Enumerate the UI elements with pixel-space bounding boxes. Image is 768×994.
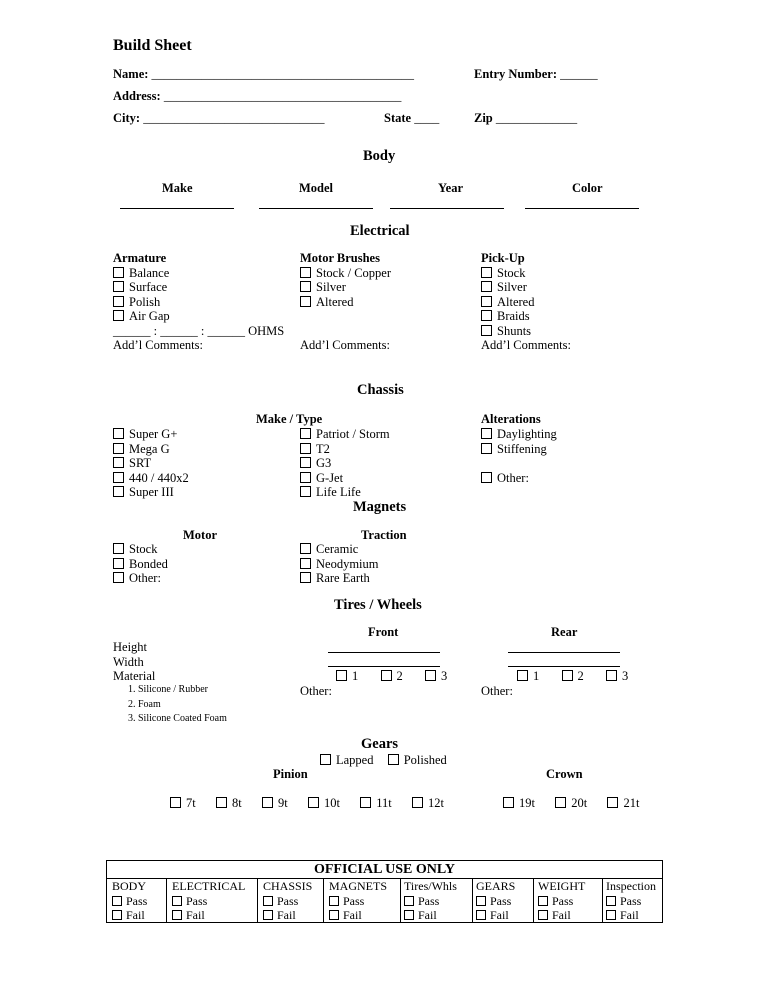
body-color-label: Color (572, 181, 603, 195)
chassis-left-group (113, 427, 189, 500)
magnets-heading: Magnets (353, 499, 407, 515)
chassis-mid-group (300, 427, 390, 500)
material-item: 2. Foam (128, 698, 161, 710)
checkbox[interactable] (263, 910, 273, 920)
magnets-motor-title: Motor (183, 528, 218, 542)
pinion-options (170, 796, 444, 811)
crown-option-21t[interactable]: 21t (607, 796, 639, 810)
armature-option-polish[interactable]: Polish (113, 295, 284, 310)
official-col-weight (538, 879, 585, 923)
motor-magnet-option-stock[interactable]: Stock (113, 542, 168, 557)
chassis-heading: Chassis (357, 382, 404, 398)
checkbox[interactable] (300, 472, 311, 483)
checkbox[interactable] (481, 296, 492, 307)
rear-other-label: Other: (481, 684, 513, 698)
checkbox[interactable] (404, 896, 414, 906)
divider (533, 879, 534, 922)
checkbox[interactable] (481, 310, 492, 321)
zip-row (474, 111, 577, 126)
armature-comments-label: Add’l Comments: (113, 338, 203, 352)
checkbox[interactable] (112, 910, 122, 920)
state-label: State (384, 111, 412, 125)
front-material-3[interactable]: 3 (425, 669, 447, 683)
motor-magnet-option-bonded[interactable]: Bonded (113, 557, 168, 572)
armature-option-air-gap[interactable]: Air Gap (113, 309, 284, 324)
official-fail[interactable]: Fail (112, 908, 147, 923)
divider (323, 879, 324, 922)
rear-material-2[interactable]: 2 (562, 669, 584, 683)
chassis-option-g-jet[interactable]: G-Jet (300, 471, 390, 486)
official-fail[interactable]: Fail (329, 908, 387, 923)
alteration-option-other[interactable]: Other: (481, 471, 557, 486)
entry-number-field[interactable]: ______ (560, 67, 598, 81)
official-fail[interactable]: Fail (172, 908, 245, 923)
front-material-2[interactable]: 2 (381, 669, 403, 683)
name-row (113, 67, 414, 82)
rear-height-field[interactable] (508, 652, 620, 653)
tires-labels (113, 640, 155, 684)
alterations-title: Alterations (481, 412, 541, 426)
checkbox[interactable] (336, 670, 347, 681)
brushes-comments-label: Add’l Comments: (300, 338, 390, 352)
checkbox[interactable] (404, 910, 414, 920)
official-col-body (112, 879, 147, 923)
material-item: 3. Silicone Coated Foam (128, 713, 227, 724)
crown-option-19t[interactable]: 19t (503, 796, 535, 810)
checkbox[interactable] (113, 558, 124, 569)
pinion-option-8t[interactable]: 8t (216, 796, 242, 810)
checkbox[interactable] (113, 572, 124, 583)
checkbox[interactable] (476, 910, 486, 920)
armature-ohms-field[interactable]: ______ : ______ : ______ OHMS (113, 323, 285, 338)
checkbox[interactable] (300, 281, 311, 292)
checkbox[interactable] (381, 670, 392, 681)
official-fail[interactable]: Fail (404, 908, 457, 923)
magnets-traction-title: Traction (361, 528, 407, 542)
official-pass[interactable]: Pass (112, 894, 147, 909)
gear-finish-polished[interactable]: Polished (388, 753, 447, 767)
divider (400, 879, 401, 922)
body-make-field[interactable] (120, 208, 234, 209)
checkbox[interactable] (425, 670, 436, 681)
official-col-inspection (606, 879, 656, 923)
brushes-option-altered[interactable]: Altered (300, 295, 391, 310)
front-height-field[interactable] (328, 652, 440, 653)
armature-option-balance[interactable]: Balance (113, 266, 284, 281)
checkbox[interactable] (476, 896, 486, 906)
tires-front-title: Front (368, 625, 399, 639)
divider (602, 879, 603, 922)
checkbox[interactable] (481, 443, 492, 454)
armature-title: Armature (113, 251, 167, 265)
checkbox[interactable] (113, 472, 124, 483)
pinion-option-12t[interactable]: 12t (412, 796, 444, 810)
checkbox[interactable] (481, 428, 492, 439)
divider (257, 879, 258, 922)
checkbox[interactable] (216, 797, 227, 808)
chassis-option-super-g-plus[interactable]: Super G+ (113, 427, 189, 442)
official-col-electrical (172, 879, 245, 923)
chassis-option-srt[interactable]: SRT (113, 456, 189, 471)
checkbox[interactable] (300, 428, 311, 439)
motor-brushes-group (300, 251, 391, 353)
pinion-option-11t[interactable]: 11t (360, 796, 392, 810)
entry-number-label: Entry Number: (474, 67, 557, 81)
armature-option-surface[interactable]: Surface (113, 280, 284, 295)
official-fail[interactable]: Fail (476, 908, 515, 923)
entry-row (474, 67, 598, 82)
official-col-header: BODY (112, 879, 147, 893)
official-fail[interactable]: Fail (606, 908, 656, 923)
checkbox[interactable] (481, 267, 492, 278)
official-col-gears (476, 879, 515, 923)
tire-height-label: Height (113, 640, 148, 654)
checkbox[interactable] (481, 472, 492, 483)
page-title: Build Sheet (113, 37, 192, 54)
checkbox[interactable] (538, 896, 548, 906)
checkbox[interactable] (113, 457, 124, 468)
front-other-label: Other: (300, 684, 332, 698)
pinion-option-9t[interactable]: 9t (262, 796, 288, 810)
name-label: Name: (113, 67, 149, 81)
pickup-option-silver[interactable]: Silver (481, 280, 571, 295)
name-field[interactable]: __________________________________________ (151, 67, 415, 81)
state-field[interactable]: ____ (414, 111, 440, 125)
checkbox[interactable] (113, 486, 124, 497)
gears-heading: Gears (361, 736, 399, 752)
body-year-field[interactable] (390, 208, 504, 209)
official-col-magnets (329, 879, 387, 923)
official-col-header: Tires/Whls (404, 879, 457, 893)
city-label: City: (113, 111, 141, 125)
checkbox[interactable] (481, 325, 492, 336)
pinion-option-10t[interactable]: 10t (308, 796, 340, 810)
zip-field[interactable]: _____________ (495, 111, 578, 125)
address-label: Address: (113, 89, 161, 103)
checkbox[interactable] (300, 457, 311, 468)
body-heading: Body (363, 148, 396, 164)
checkbox[interactable] (517, 670, 528, 681)
rear-material-3[interactable]: 3 (606, 669, 628, 683)
official-pass[interactable]: Pass (476, 894, 515, 909)
checkbox[interactable] (388, 754, 399, 765)
checkbox[interactable] (113, 267, 124, 278)
checkbox[interactable] (113, 310, 124, 321)
chassis-alterations-group (481, 427, 557, 485)
official-col-chassis (263, 879, 312, 923)
pickup-option-shunts[interactable]: Shunts (481, 324, 571, 339)
checkbox[interactable] (113, 296, 124, 307)
checkbox[interactable] (300, 543, 311, 554)
traction-option-rare-earth[interactable]: Rare Earth (300, 571, 379, 586)
official-pass[interactable]: Pass (606, 894, 656, 909)
checkbox[interactable] (113, 443, 124, 454)
tires-heading: Tires / Wheels (334, 597, 422, 613)
gear-finish-lapped[interactable]: Lapped (320, 753, 373, 767)
divider (166, 879, 167, 922)
checkbox[interactable] (607, 797, 618, 808)
official-col-header: CHASSIS (263, 879, 313, 893)
official-col-header: MAGNETS (329, 879, 388, 893)
motor-brushes-title: Motor Brushes (300, 251, 380, 265)
crown-title: Crown (546, 767, 583, 781)
city-field[interactable]: _____________________________ (143, 111, 325, 125)
electrical-heading: Electrical (350, 223, 410, 239)
checkbox[interactable] (172, 896, 182, 906)
checkbox[interactable] (300, 443, 311, 454)
pickup-option-braids[interactable]: Braids (481, 309, 571, 324)
official-use-table (106, 860, 663, 923)
tire-materials-list (128, 683, 227, 727)
official-col-tires (404, 879, 457, 923)
checkbox[interactable] (320, 754, 331, 765)
body-make-label: Make (162, 181, 193, 195)
official-fail[interactable]: Fail (263, 908, 312, 923)
checkbox[interactable] (308, 797, 319, 808)
checkbox[interactable] (481, 281, 492, 292)
official-pass[interactable]: Pass (263, 894, 312, 909)
checkbox[interactable] (263, 896, 273, 906)
checkbox[interactable] (262, 797, 273, 808)
pickup-title: Pick-Up (481, 251, 525, 265)
official-pass[interactable]: Pass (329, 894, 387, 909)
official-col-header: WEIGHT (538, 879, 586, 893)
crown-option-20t[interactable]: 20t (555, 796, 587, 810)
crown-options (503, 796, 639, 811)
official-use-title: OFFICIAL USE ONLY (313, 862, 456, 877)
pinion-option-7t[interactable]: 7t (170, 796, 196, 810)
divider (472, 879, 473, 922)
checkbox[interactable] (113, 543, 124, 554)
alteration-option-stiffening[interactable]: Stiffening (481, 442, 557, 457)
magnets-motor-group (113, 542, 168, 586)
magnets-traction-group (300, 542, 379, 586)
checkbox[interactable] (606, 896, 616, 906)
address-row (113, 89, 401, 104)
pickup-option-stock[interactable]: Stock (481, 266, 571, 281)
body-color-field[interactable] (525, 208, 639, 209)
state-row (384, 111, 439, 126)
address-field[interactable]: ______________________________________ (163, 89, 402, 103)
checkbox[interactable] (113, 428, 124, 439)
material-item: 1. Silicone / Rubber (128, 684, 208, 695)
tires-rear-title: Rear (551, 625, 578, 639)
alteration-option-daylighting[interactable]: Daylighting (481, 427, 557, 442)
chassis-option-t2[interactable]: T2 (300, 442, 390, 457)
chassis-option-mega-g[interactable]: Mega G (113, 442, 189, 457)
pinion-title: Pinion (273, 767, 308, 781)
checkbox[interactable] (300, 572, 311, 583)
checkbox[interactable] (562, 670, 573, 681)
chassis-option-patriot-storm[interactable]: Patriot / Storm (300, 427, 390, 442)
checkbox[interactable] (113, 281, 124, 292)
zip-label: Zip (474, 111, 493, 125)
checkbox[interactable] (170, 797, 181, 808)
city-row (113, 111, 324, 126)
brushes-option-stock-copper[interactable]: Stock / Copper (300, 266, 391, 281)
checkbox[interactable] (555, 797, 566, 808)
gear-finish-options (320, 753, 447, 768)
official-pass[interactable]: Pass (172, 894, 245, 909)
tire-material-label: Material (113, 669, 156, 683)
chassis-option-g3[interactable]: G3 (300, 456, 390, 471)
traction-option-neodymium[interactable]: Neodymium (300, 557, 379, 572)
official-col-header: GEARS (476, 879, 516, 893)
checkbox[interactable] (606, 910, 616, 920)
rear-material-1[interactable]: 1 (517, 669, 539, 683)
checkbox[interactable] (503, 797, 514, 808)
official-col-header: ELECTRICAL (172, 879, 246, 893)
body-model-label: Model (299, 181, 334, 195)
motor-magnet-option-other[interactable]: Other: (113, 571, 168, 586)
checkbox[interactable] (172, 910, 182, 920)
body-model-field[interactable] (259, 208, 373, 209)
tire-width-label: Width (113, 654, 144, 669)
checkbox[interactable] (329, 910, 339, 920)
official-col-header: Inspection (606, 879, 656, 893)
checkbox[interactable] (112, 896, 122, 906)
traction-option-ceramic[interactable]: Ceramic (300, 542, 379, 557)
official-pass[interactable]: Pass (404, 894, 457, 909)
chassis-option-life-life[interactable]: Life Life (300, 485, 390, 500)
checkbox[interactable] (300, 296, 311, 307)
front-material-1[interactable]: 1 (336, 669, 358, 683)
checkbox[interactable] (538, 910, 548, 920)
official-pass[interactable]: Pass (538, 894, 585, 909)
front-material-options (336, 669, 447, 684)
checkbox[interactable] (329, 896, 339, 906)
checkbox[interactable] (300, 558, 311, 569)
pickup-option-altered[interactable]: Altered (481, 295, 571, 310)
checkbox[interactable] (360, 797, 371, 808)
make-type-title: Make / Type (256, 412, 323, 426)
armature-group (113, 251, 284, 353)
pickup-comments-label: Add’l Comments: (481, 338, 571, 352)
rear-material-options (517, 669, 628, 684)
checkbox[interactable] (300, 486, 311, 497)
front-width-field[interactable] (328, 666, 440, 667)
checkbox[interactable] (412, 797, 423, 808)
rear-width-field[interactable] (508, 666, 620, 667)
brushes-option-silver[interactable]: Silver (300, 280, 391, 295)
chassis-option-super-iii[interactable]: Super III (113, 485, 189, 500)
official-fail[interactable]: Fail (538, 908, 585, 923)
checkbox[interactable] (300, 267, 311, 278)
chassis-option-440[interactable]: 440 / 440x2 (113, 471, 189, 486)
checkbox[interactable] (606, 670, 617, 681)
body-year-label: Year (438, 181, 463, 195)
pickup-group (481, 251, 571, 353)
